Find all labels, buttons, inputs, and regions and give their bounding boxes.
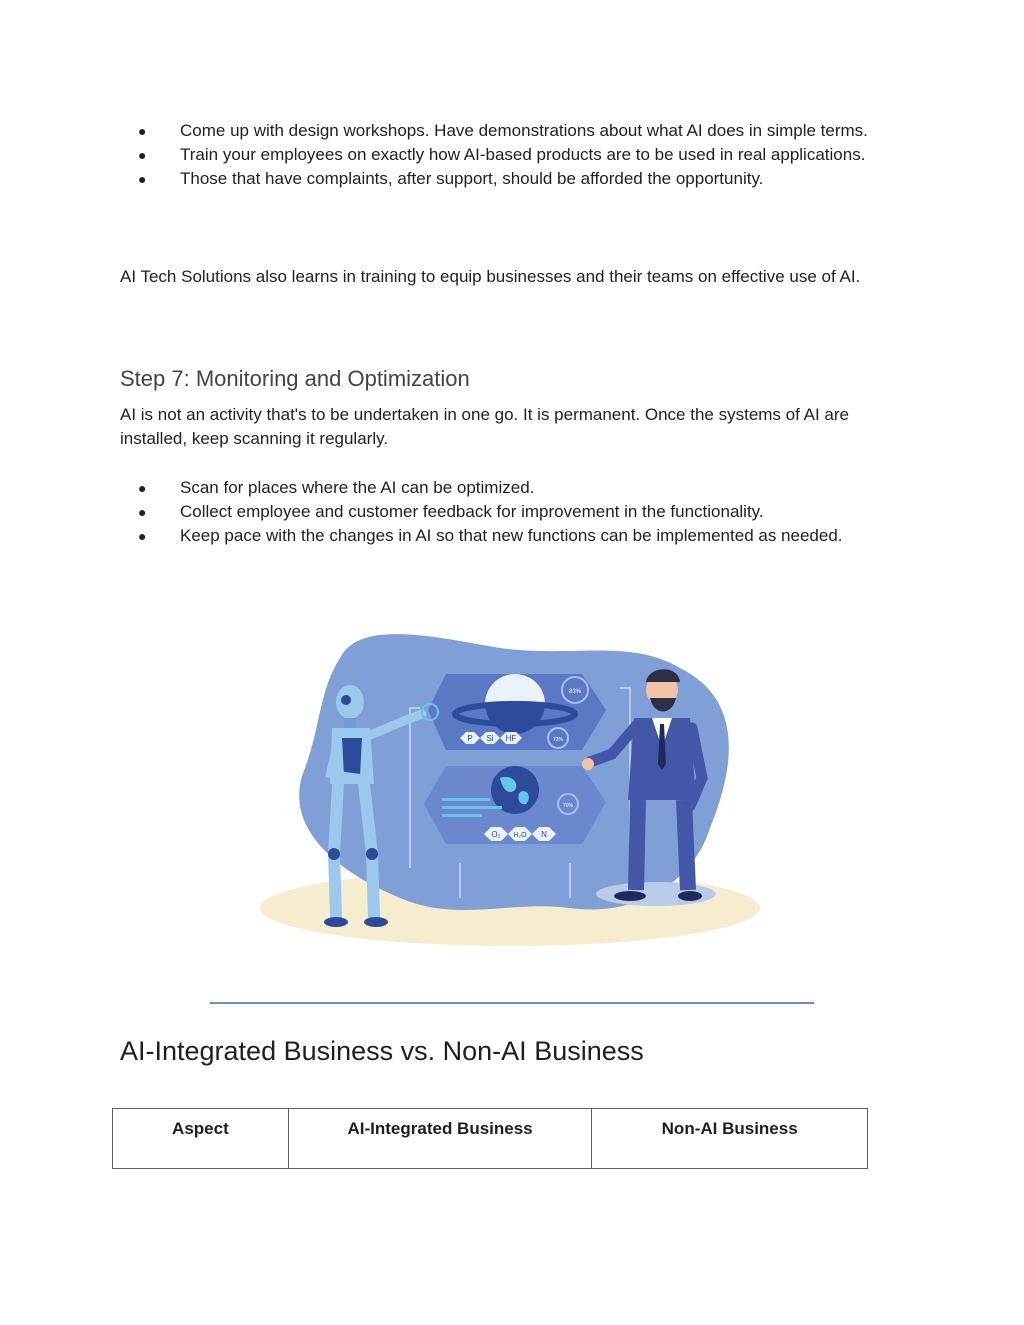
bullet-glyph: ● — [138, 480, 147, 496]
bullet-list-monitoring — [120, 476, 910, 548]
element-badges-top — [460, 732, 522, 744]
illustration-svg — [210, 578, 814, 990]
step-7-intro: AI is not an activity that's to be undertaken in one go. It is permanent. Once the systems of AI are installed, keep scanning it regularly. — [120, 405, 849, 448]
comparison-table — [112, 1108, 868, 1169]
gauge-label: 83% — [568, 689, 582, 695]
list-item-text: Come up with design workshops. Have demonstrations about what AI does in simple terms. — [180, 121, 868, 140]
column-header-ai-integrated: AI-Integrated Business — [288, 1109, 592, 1169]
column-header-non-ai: Non-AI Business — [592, 1109, 868, 1169]
bullet-glyph: ● — [138, 171, 147, 187]
bullet-glyph: ● — [138, 504, 147, 520]
element-label: HF — [505, 734, 517, 743]
list-item-text: Train your employees on exactly how AI-based products are to be used in real applications. — [180, 145, 866, 164]
list-item-text: Keep pace with the changes in AI so that new functions can be implemented as needed. — [180, 526, 843, 545]
gauge-label: 72% — [552, 737, 564, 743]
training-paragraph: AI Tech Solutions also learns in training to equip businesses and their teams on effective use of AI. — [120, 267, 861, 286]
gauge-label: 70% — [562, 803, 574, 809]
bullet-glyph: ● — [138, 123, 147, 139]
column-header-aspect: Aspect — [113, 1109, 289, 1169]
table-header-row — [113, 1109, 868, 1169]
ai-robot-businessman-illustration — [210, 578, 814, 990]
figure-divider — [210, 1002, 814, 1004]
comparison-heading: AI-Integrated Business vs. Non-AI Business — [120, 1036, 644, 1066]
list-item — [120, 119, 910, 143]
bullet-glyph: ● — [138, 147, 147, 163]
list-item-text: Those that have complaints, after support, should be afforded the opportunity. — [180, 169, 764, 188]
bullet-glyph: ● — [138, 528, 147, 544]
element-label: P — [467, 734, 473, 743]
element-label: H₂O — [513, 832, 527, 839]
element-label: Si — [486, 734, 494, 743]
list-item — [120, 500, 910, 524]
element-label: O₂ — [491, 830, 501, 839]
list-item — [120, 476, 910, 500]
list-item-text: Scan for places where the AI can be optimized. — [180, 478, 535, 497]
list-item — [120, 524, 910, 548]
element-label: N — [541, 830, 547, 839]
bullet-list-training — [120, 119, 910, 191]
list-item — [120, 143, 910, 167]
list-item — [120, 167, 910, 191]
step-7-heading: Step 7: Monitoring and Optimization — [120, 366, 470, 391]
element-badges-bottom — [484, 827, 556, 841]
list-item-text: Collect employee and customer feedback for improvement in the functionality. — [180, 502, 764, 521]
